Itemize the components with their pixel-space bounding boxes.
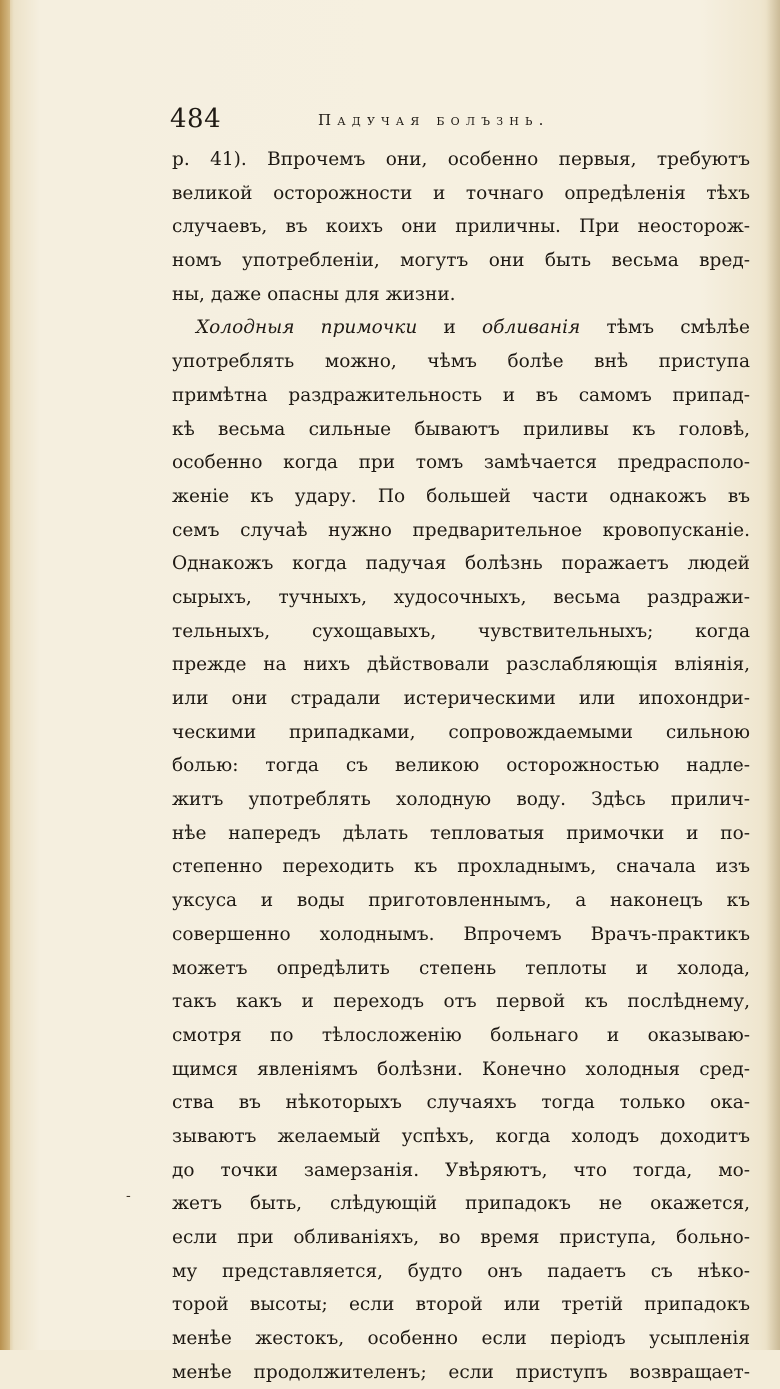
text-line: номъ употребленіи, могутъ они быть весьма вред-	[172, 250, 750, 272]
text-line: щимся явленіямъ болѣзни. Конечно холодныя сред-	[172, 1058, 750, 1080]
text-line: смотря по тѣлосложенію больнаго и оказываю-	[172, 1024, 750, 1046]
text-line: зываютъ желаемый успѣхъ, когда холодъ доходитъ	[172, 1125, 750, 1147]
book-spine	[0, 0, 10, 1350]
text-line: ны, даже опасны для жизни.	[172, 283, 456, 305]
page-header	[170, 104, 610, 140]
text-line: уксуса и воды приготовленнымъ, а наконецъ къ	[172, 890, 750, 912]
text-line: ства въ нѣкоторыхъ случаяхъ тогда только ока-	[172, 1092, 750, 1114]
text-line: Однакожъ когда падучая болѣзнь поражаетъ людей	[172, 553, 750, 575]
text-line: великой осторожности и точнаго опредѣленія тѣхъ	[172, 182, 750, 204]
text-line: прежде на нихъ дѣйствовали разслабляющія вліянія,	[172, 654, 750, 676]
text-line: жетъ быть, слѣдующій припадокъ не окажется,	[172, 1193, 750, 1215]
text-line: особенно когда при томъ замѣчается предрасполо-	[172, 452, 750, 474]
text-line: житъ употреблять холодную воду. Здѣсь прилич-	[172, 789, 750, 811]
text-line: семъ случаѣ нужно предварительное кровопусканіе.	[172, 519, 750, 541]
text-line: до точки замерзанія. Увѣряютъ, что тогда, мо-	[172, 1159, 750, 1181]
text-line: тельныхъ, сухощавыхъ, чувствительныхъ; когда	[172, 620, 750, 642]
page-edge-shadow	[766, 0, 780, 1350]
text-line: такъ какъ и переходъ отъ первой къ послѣднему,	[172, 991, 750, 1013]
text-line: нѣе напередъ дѣлать тепловатыя примочки и по-	[172, 822, 750, 844]
text-line: кѣ весьма сильные бываютъ приливы къ головѣ,	[172, 418, 750, 440]
text-line: если при обливаніяхъ, во время приступа, больно-	[172, 1227, 750, 1248]
text-line: ческими припадками, сопровождаемыми сильною	[172, 721, 750, 743]
body-text	[172, 143, 750, 1389]
text-line: женіе къ удару. По большей части однакожъ въ	[172, 485, 750, 507]
text-line: совершенно холоднымъ. Впрочемъ Врачъ-практикъ	[172, 923, 750, 945]
text-line: му представляется, будто онъ падаетъ съ нѣко-	[172, 1260, 750, 1282]
text-line: менѣе продолжителенъ; если приступъ возвращает-	[172, 1361, 750, 1383]
text-line: болью: тогда съ великою осторожностью надле-	[172, 755, 750, 777]
text-line: употреблять можно, чѣмъ болѣе внѣ приступа	[172, 351, 750, 373]
italic-term: Холодныя примочки	[196, 317, 418, 339]
text-line: менѣе жестокъ, особенно если періодъ усыпленія	[172, 1328, 750, 1350]
text-line: можетъ опредѣлить степень теплоты и холода,	[172, 957, 750, 979]
text-line: р. 41). Впрочемъ они, особенно первыя, требуютъ	[172, 149, 750, 170]
text-line: случаевъ, въ коихъ они приличны. При неосторож-	[172, 216, 750, 238]
italic-term: обливанія	[482, 317, 581, 339]
text-line: степенно переходить къ прохладнымъ, сначала изъ	[172, 856, 750, 878]
margin-dash-mark: -	[126, 1188, 131, 1204]
text-line: примѣтна раздражительность и въ самомъ припад-	[172, 384, 750, 406]
text-line-paragraph-start: Холодныя примочки и обливанія тѣмъ смѣлѣе	[196, 317, 751, 339]
running-title: Падучая болъзнь.	[318, 111, 550, 129]
page-number: 484	[170, 104, 222, 134]
text-line: сырыхъ, тучныхъ, худосочныхъ, весьма раздражи-	[172, 586, 750, 608]
text-line: или они страдали истерическими или ипохондри-	[172, 688, 750, 709]
text-line: торой высоты; если второй или третій припадокъ	[172, 1294, 750, 1316]
